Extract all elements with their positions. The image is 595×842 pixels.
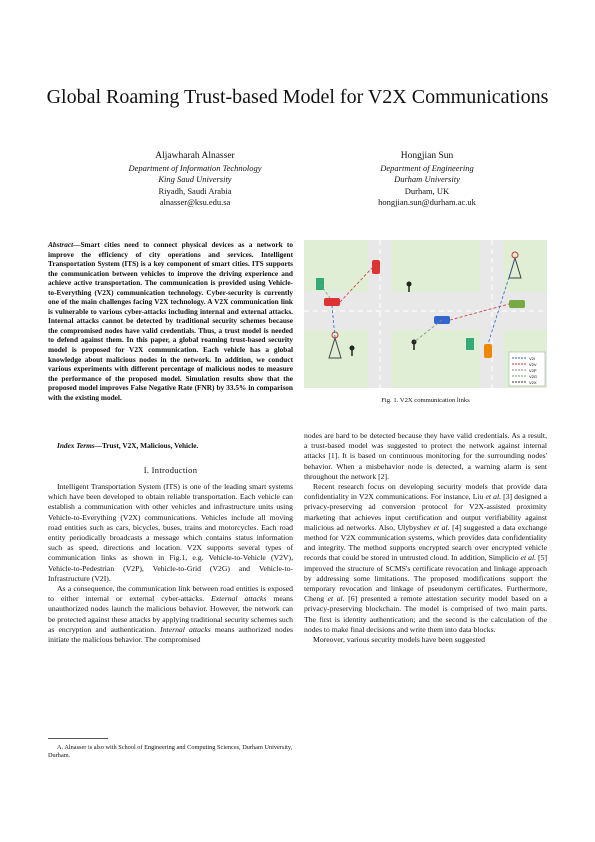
legend-label: V2P: [529, 368, 537, 373]
author-name: Aljawharah Alnasser: [155, 151, 235, 161]
car-icon: [484, 344, 492, 358]
author-name: Hongjian Sun: [400, 151, 454, 161]
footnote-rule: [48, 738, 108, 739]
footnote: A. Alnasser is also with School of Engineering and Computing Sciences, Durham University, Durham.: [48, 744, 293, 760]
author-location: Durham, UK: [404, 185, 450, 196]
author-dept: Department of Information Technology: [128, 162, 262, 173]
legend-label: V2I: [529, 356, 536, 361]
paper-title: Global Roaming Trust-based Model for V2X Communications: [46, 86, 549, 108]
paragraph: nodes are hard to be detected because they have valid credentials. As a result, a trust-based model was suggested to protect the network against internal attacks [1]. It is based on continuous monitoring for the surrounding nodes' behavior. When a misbehavior node is detected, a warning alarm is sent throughout the network [2].: [304, 431, 547, 481]
author-email: hongjian.sun@durham.ac.uk: [378, 197, 476, 208]
abstract-text: —Smart cities need to connect physical devices as a network to improve the efficiency of city operations and services. Intelligent Transportation System (ITS) is a key component of smart cities. ITS supports the communication between vehicles to improve the driving experience and achieve active transportation. The communication is provided using Vehicle-to-Everything (V2X) communication technology. Cyber-security is currently one of the main challenges facing V2X technology. A V2X communication link is vulnerable to various cyber-attacks including internal and external attacks. Internal attacks cannot be detected by traditional security schemes because the compromised nodes have valid credentials. Thus, a trust model is needed to defend against them. In this paper, a global roaming trust-based security model is proposed for V2X communication. Each vehicle has a global knowledge about malicious nodes in the network. In addition, we conduct various experiments with different percentage of malicious nodes to measure the performance of the proposed model. Simulation results show that the proposed model improves False Negative Rate (FNR) by 33.5% in comparison with the existing model.: [48, 240, 293, 402]
abstract-label: Abstract: [48, 240, 74, 249]
car-icon: [509, 300, 525, 308]
paragraph: As a consequence, the communication link between road entities is exposed to either internal or external cyber-attacks. External attacks means unauthorized nodes launch the malicious behavior. However, the network can be protected against these attacks by applying traditional security schemes such as encryption and authentication. Internal attacks means authorized nodes initiate the malicious behavior. The compromised: [48, 584, 293, 645]
abstract: [48, 240, 293, 402]
section-heading: I. Introduction: [143, 465, 198, 475]
legend-label: V2X: [529, 380, 537, 385]
v2x-figure: [304, 240, 547, 388]
right-column: [304, 431, 547, 645]
pedestrian-icon: [350, 346, 355, 351]
figure-caption: Fig. 1. V2X communication links: [381, 397, 470, 404]
figure-legend: [509, 352, 545, 386]
author-block-2: [322, 151, 532, 209]
car-icon: [324, 298, 340, 306]
car-icon: [372, 260, 380, 274]
pedestrian-icon: [407, 282, 412, 287]
paragraph: Moreover, various security models have been suggested: [313, 635, 485, 645]
paragraph: Recent research focus on developing security models that provide data confidentiality in V2X communications. For instance, Liu et al. [3] designed a privacy-preserving ad conversion protocol for V2X-assisted proximity marketing that achieves input certification and output verifiability against malicious ad networks. Also, Ulybyshev et al. [4] suggested a data exchange method for V2X communication systems, which provides data confidentiality and integrity. The method supports encrypted search over encrypted vehicle records that could be stored in untrusted cloud. In addition, Simplicio et al. [5] improved the structure of SCMS's certificate revocation and linkage approach by addressing some limitations. The proposed modifications support the temporary revocation and linkage of pseudonym certificates. Furthermore, Cheng et al. [6] presented a remote attestation security model based on a privacy-preserving blockchain. The model is comprised of two main parts. The first is identity authentication; and the second is the calculation of the nodes to make final decisions and write them into data blocks.: [304, 482, 548, 634]
emphasis: Internal attacks: [160, 624, 211, 634]
left-column: [48, 482, 293, 645]
index-label: Index Terms: [57, 441, 95, 450]
author-email: alnasser@ksu.edu.sa: [159, 197, 231, 208]
paragraph: Intelligent Transportation System (ITS) is one of the leading smart systems which have been developed to obtain reliable transportation. Each vehicle can establish a communication with other vehicles and infrastructure units using Vehicle-to-Everything (V2X) communications. Vehicles include all moving road entities such as cars, bicycles, buses, trains and motorcycles. Each road entity periodically broadcasts a message which contains status information such as speed, directions and location. V2X supports several types of communication links as shown in Fig.1, e.g. Vehicle-to-Vehicle (V2V), Vehicle-to-Pedestrian (V2P), Vehicle-to-Grid (V2G) and Vehicle-to-Infrastructure (V2I).: [48, 482, 293, 583]
author-org: Durham University: [394, 174, 460, 185]
legend-label: V2V: [529, 362, 537, 367]
author-block-1: [90, 151, 300, 209]
author-location: Riyadh, Saudi Arabia: [158, 185, 232, 196]
emphasis: External attacks: [211, 594, 267, 604]
author-dept: Department of Engineering: [380, 162, 474, 173]
index-text: —Trust, V2X, Malicious, Vehicle.: [94, 441, 199, 450]
index-terms: [48, 441, 293, 451]
charging-station-icon: [466, 338, 474, 350]
legend-label: V2G: [529, 374, 538, 379]
author-org: King Saud University: [158, 174, 232, 185]
